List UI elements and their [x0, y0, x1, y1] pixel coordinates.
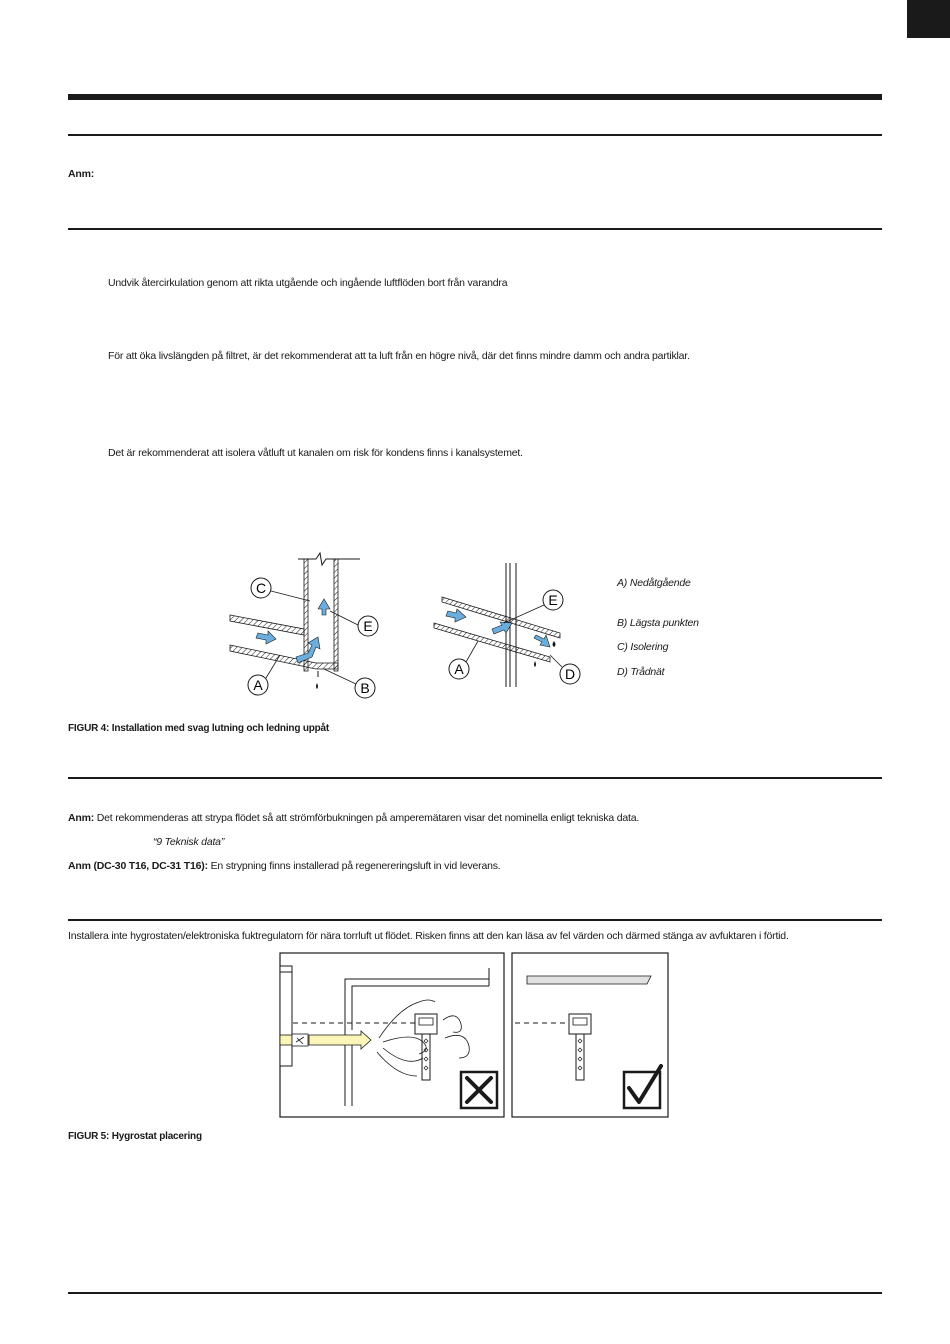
technical-data-reference: “9 Teknisk data”: [153, 836, 225, 848]
recirculation-paragraph: Undvik återcirkulation genom att rikta utgående och ingående luftflöden bort från varandra: [108, 277, 508, 289]
section-rule-4: [68, 919, 882, 921]
label-e-left: E: [363, 618, 373, 634]
label-c: C: [255, 580, 267, 596]
note-label: Anm:: [68, 168, 95, 180]
filter-paragraph: För att öka livslängden på filtret, är det rekommenderat att ta luft från en högre nivå, där det finns mindre damm och andra partiklar.: [108, 350, 690, 362]
section-rule-3: [68, 777, 882, 779]
figure4-duct-diagram: [220, 545, 600, 705]
label-d: D: [564, 666, 576, 682]
throttle-note-text: En strypning finns installerad på regenereringsluft in vid leverans.: [210, 860, 501, 872]
throttle-note: [68, 860, 501, 873]
label-e-right: E: [548, 592, 558, 608]
figure4-caption: FIGUR 4: Installation med svag lutning och ledning uppåt: [68, 723, 330, 734]
legend-d: D) Trådnät: [617, 666, 665, 678]
label-b: B: [360, 680, 370, 696]
wrong-placement-panel: [280, 953, 504, 1117]
section-rule-2: [68, 228, 882, 230]
correct-placement-panel: [512, 953, 668, 1117]
footer-rule: [68, 1292, 882, 1294]
amperage-note: [68, 812, 639, 825]
label-a-left: A: [253, 677, 263, 693]
figure5-caption: FIGUR 5: Hygrostat placering: [68, 1131, 202, 1142]
amperage-note-label: Anm:: [68, 812, 95, 824]
left-duct: [230, 553, 360, 689]
legend-c: C) Isolering: [617, 641, 669, 653]
page-corner-tab: [907, 0, 950, 38]
throttle-note-label: Anm (DC-30 T16, DC-31 T16):: [68, 860, 208, 872]
hygrostat-paragraph: Installera inte hygrostaten/elektroniska fuktregulatorn för nära torrluft ut flödet. Risken finns att den kan läsa av fel värden och därmed stänga av avfuktaren i förtid.: [68, 930, 789, 942]
amperage-note-text: Det rekommenderas att strypa flödet så att strömförbukningen på amperemätaren visar det nominella enligt tekniska data.: [96, 812, 640, 824]
insulation-paragraph: Det är rekommenderat att isolera våtluft ut kanalen om risk för kondens finns i kanalsystemet.: [108, 447, 523, 459]
legend-a: A) Nedåtgående: [617, 577, 691, 589]
legend-b: B) Lägsta punkten: [617, 617, 699, 629]
figure5-hygrostat-diagram: [279, 952, 671, 1119]
header-rule: [68, 94, 882, 100]
label-a-right: A: [454, 661, 464, 677]
section-rule-1: [68, 134, 882, 136]
